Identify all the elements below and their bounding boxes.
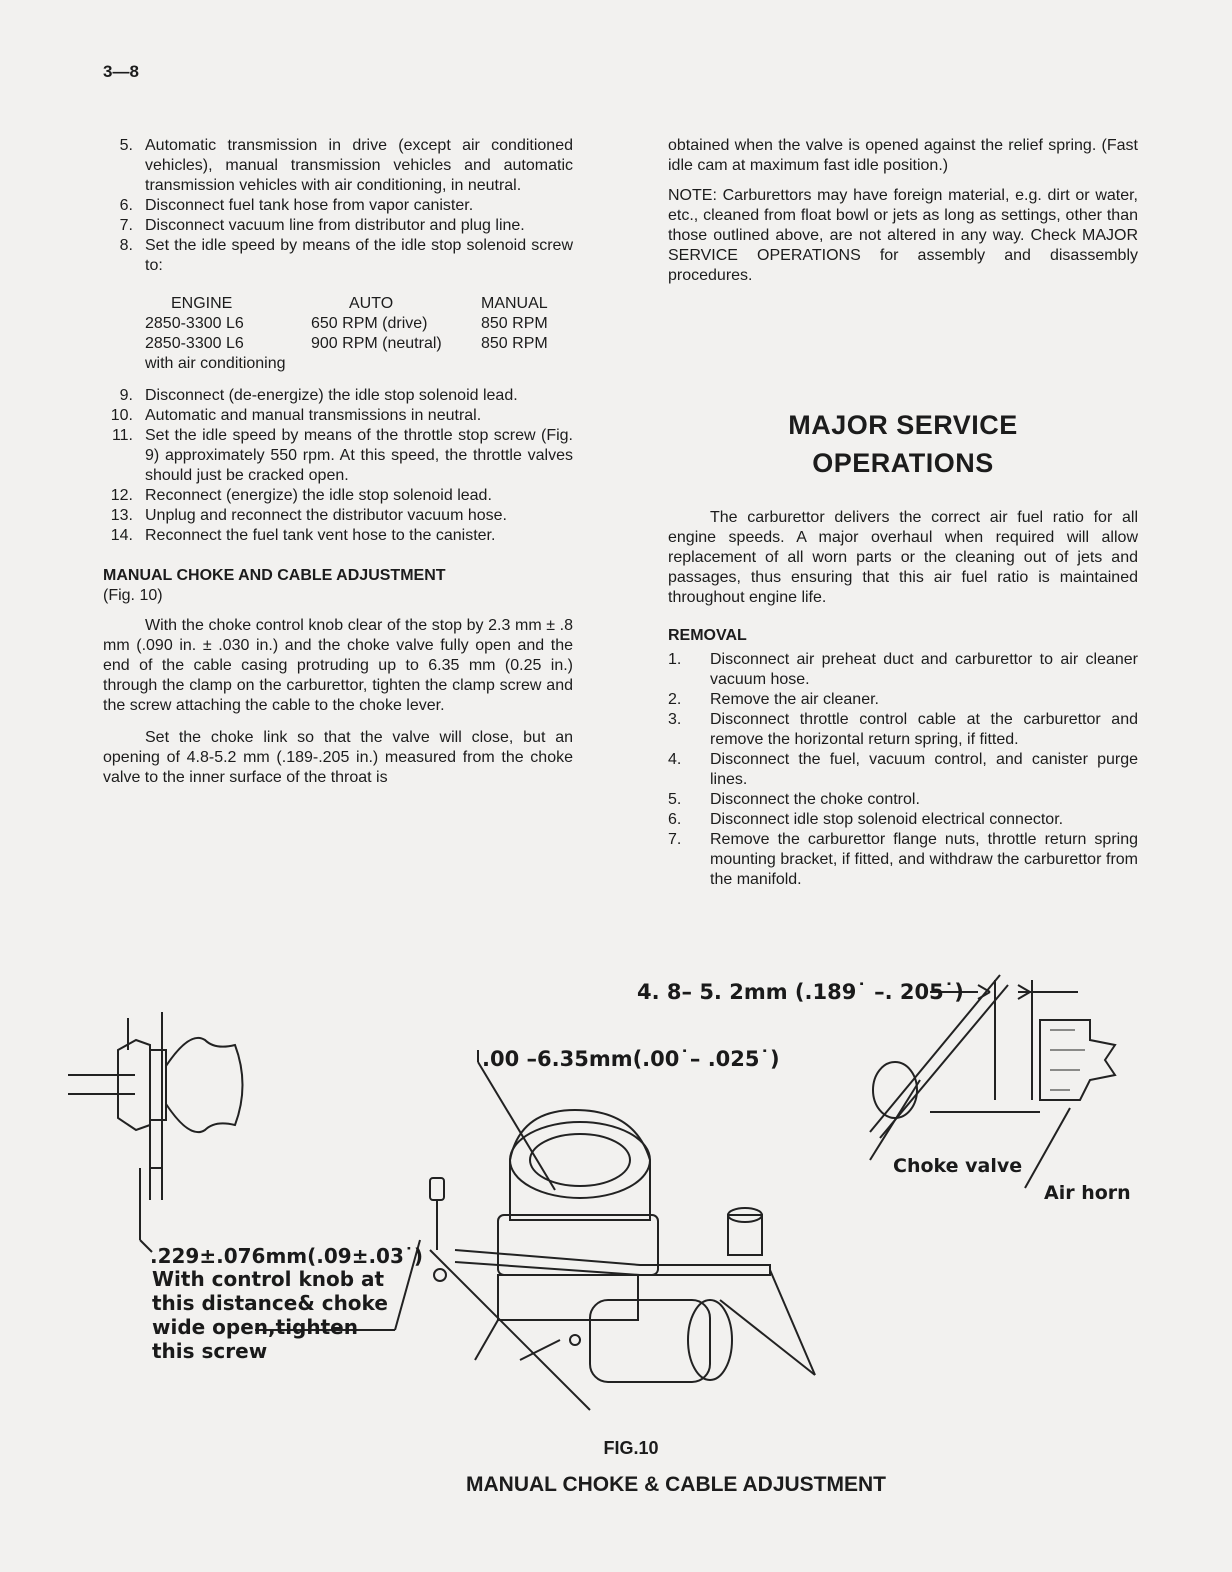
step-number: 6. [119, 197, 133, 214]
choke-adjustment-diagram [0, 960, 1232, 1500]
step-number: 4. [668, 751, 682, 768]
table-header-row [145, 294, 548, 314]
step-number: 9. [119, 387, 133, 404]
instruction-line: this distance& choke [152, 1291, 388, 1315]
step-number: 11. [111, 427, 133, 444]
list-item [103, 506, 573, 526]
paragraph: Set the choke link so that the valve will close, but an opening of 4.8-5.2 mm (.189-.205 in.) measured from the choke valve to the inner surface of the throat is [103, 729, 573, 786]
removal-steps [668, 650, 1138, 890]
step-text: Disconnect vacuum line from distributor and plug line. [145, 217, 525, 234]
step-number: 2. [668, 691, 682, 708]
step-text: Set the idle speed by means of the idle stop solenoid screw to: [145, 237, 573, 274]
instruction-line: this screw [152, 1339, 268, 1363]
step-number: 8. [119, 237, 133, 254]
steps-list-a [103, 136, 573, 276]
step-text: Automatic transmission in drive (except air conditioned vehicles), manual transmission vehicles and automatic transmission vehicles with air conditioning, in neutral. [145, 137, 573, 194]
steps-list-b [103, 386, 573, 546]
note-paragraph: NOTE: Carburettors may have foreign material, e.g. dirt or water, etc., cleaned from float bowl or jets as long as settings, other than those outlined above, are not altered in any way. Check MAJOR SERVICE OPERATIONS for assembly and disassembly procedures. [668, 187, 1138, 284]
list-item [103, 386, 573, 406]
table-cell: 900 RPM (neutral) [311, 335, 442, 352]
list-item [103, 216, 573, 236]
step-number: 7. [668, 831, 682, 848]
step-text: Set the idle speed by means of the throttle stop screw (Fig. 9) approximately 550 rpm. At this speed, the throttle valves should just be cracked open. [145, 427, 573, 484]
list-item [668, 750, 1138, 790]
list-item [668, 650, 1138, 690]
step-text: Disconnect (de-energize) the idle stop solenoid lead. [145, 387, 518, 404]
table-cell: 2850-3300 L6 [145, 335, 244, 352]
list-item [668, 830, 1138, 890]
step-number: 6. [668, 811, 682, 828]
step-text: Disconnect the choke control. [710, 791, 920, 808]
section-heading-removal: REMOVAL [668, 627, 747, 644]
paragraph: obtained when the valve is opened against the relief spring. (Fast idle cam at maximum fast idle position.) [668, 137, 1138, 174]
step-number: 12. [110, 487, 133, 504]
table-cell: 2850-3300 L6 [145, 315, 244, 332]
step-text: Unplug and reconnect the distributor vacuum hose. [145, 507, 507, 524]
step-text: Disconnect idle stop solenoid electrical connector. [710, 811, 1064, 828]
table-row [145, 334, 548, 354]
list-item [668, 810, 1138, 830]
adjustment-instruction [152, 1267, 388, 1363]
table-cell: 850 RPM [481, 335, 548, 352]
step-text: Disconnect fuel tank hose from vapor canister. [145, 197, 474, 214]
choke-knob-drawing [68, 1012, 243, 1252]
step-number: 5. [119, 137, 133, 154]
list-item [668, 790, 1138, 810]
step-number: 5. [668, 791, 682, 808]
step-text: Automatic and manual transmissions in neutral. [145, 407, 482, 424]
instruction-line: With control knob at [152, 1267, 385, 1291]
list-item [103, 526, 573, 546]
step-text: Remove the carburettor flange nuts, throttle return spring mounting bracket, if fitted, and withdraw the carburettor from the manifold. [710, 831, 1138, 888]
page-number: 3—8 [103, 62, 139, 81]
table-row [145, 314, 548, 334]
section-heading-choke: MANUAL CHOKE AND CABLE ADJUSTMENT [103, 567, 446, 584]
step-number: 14. [110, 527, 133, 544]
step-text: Remove the air cleaner. [710, 691, 879, 708]
step-text: Disconnect air preheat duct and carburettor to air cleaner vacuum hose. [710, 651, 1138, 688]
air-horn-label: Air horn [1044, 1182, 1131, 1204]
list-item [103, 136, 573, 196]
section-title-line: MAJOR SERVICE [788, 410, 1018, 440]
figure-number: FIG.10 [603, 1438, 659, 1458]
table-header: ENGINE [171, 295, 233, 312]
right-column [668, 136, 1138, 890]
choke-valve-label: Choke valve [893, 1155, 1023, 1177]
paragraph: With the choke control knob clear of the stop by 2.3 mm ± .8 mm (.090 in. ± .030 in.) and the choke valve fully open and the end of the cable casing protruding up to 6.35 mm (0.25 in.) through the clamp on the carburettor, tighten the clamp screw and the screw attaching the cable to the choke lever. [103, 617, 573, 714]
list-item [103, 406, 573, 426]
step-text: Reconnect the fuel tank vent hose to the canister. [145, 527, 496, 544]
step-number: 1. [668, 651, 682, 668]
table-header: AUTO [349, 295, 394, 312]
casing-protrusion-label: .00 –6.35mm(.00˙– .025˙) [482, 1047, 780, 1071]
list-item [103, 196, 573, 216]
step-text: Reconnect (energize) the idle stop solenoid lead. [145, 487, 492, 504]
list-item [668, 690, 1138, 710]
table-note: with air conditioning [145, 355, 286, 372]
table-cell: 650 RPM (drive) [311, 315, 428, 332]
instruction-line: wide open,tighten [152, 1315, 358, 1339]
step-number: 10. [110, 407, 133, 424]
left-column [103, 136, 573, 788]
step-number: 13. [110, 507, 133, 524]
step-number: 7. [119, 217, 133, 234]
knob-gap-label: .229±.076mm(.09±.03˙) [150, 1244, 424, 1268]
list-item [103, 236, 573, 276]
valve-gap-label: 4. 8– 5. 2mm (.189˙ –. 205˙) [637, 980, 964, 1004]
table-row [145, 354, 548, 374]
section-title [668, 406, 1138, 482]
table-cell: 850 RPM [481, 315, 548, 332]
list-item [103, 486, 573, 506]
figure-reference: (Fig. 10) [103, 587, 163, 604]
idle-speed-table [145, 294, 548, 374]
step-text: Disconnect the fuel, vacuum control, and canister purge lines. [710, 751, 1138, 788]
list-item [103, 426, 573, 486]
paragraph: The carburettor delivers the correct air fuel ratio for all engine speeds. A major overhaul when required will allow replacement of all worn parts or the cleaning out of jets and passages, thus ensuring that this air fuel ratio is maintained throughout engine life. [668, 509, 1138, 606]
step-text: Disconnect throttle control cable at the carburettor and remove the horizontal return spring, if fitted. [710, 711, 1138, 748]
step-number: 3. [668, 711, 682, 728]
section-title-line: OPERATIONS [812, 448, 994, 478]
figure-caption: MANUAL CHOKE & CABLE ADJUSTMENT [466, 1473, 886, 1496]
list-item [668, 710, 1138, 750]
table-header: MANUAL [481, 295, 548, 312]
